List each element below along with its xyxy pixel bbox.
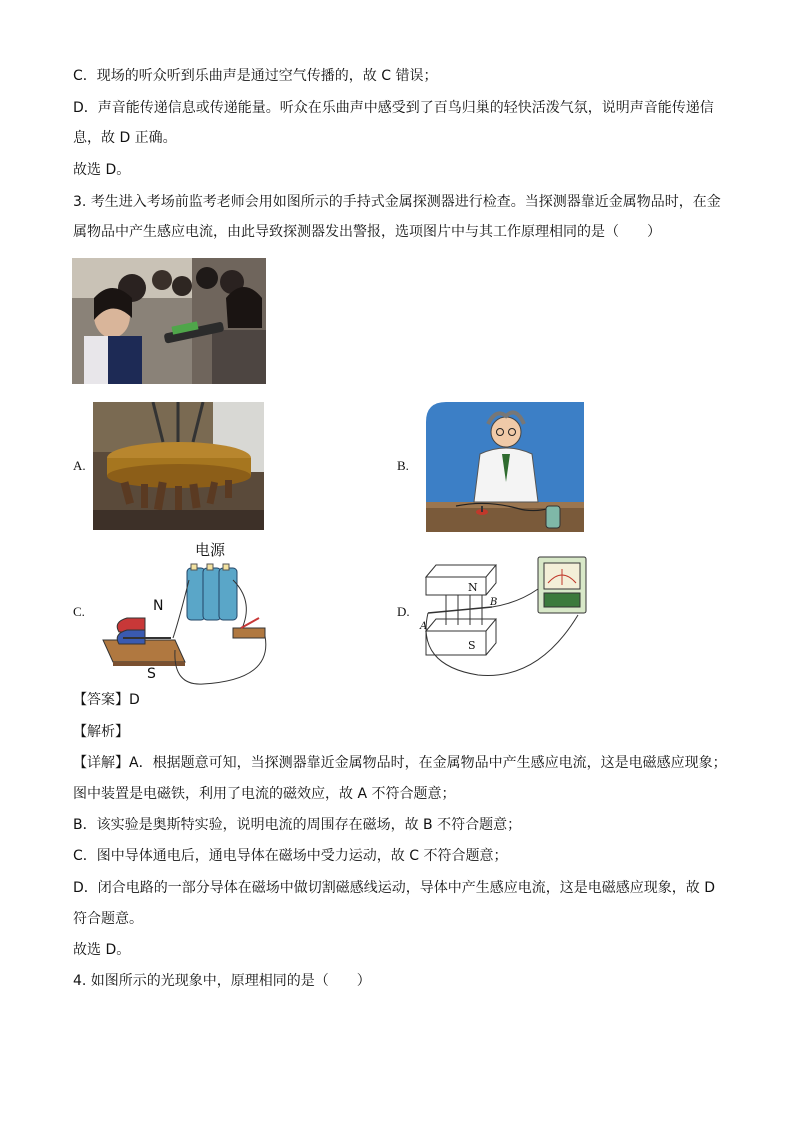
option-d-explanation-line1: D．声音能传递信息或传递能量。听众在乐曲声中感受到了百鸟归巢的轻快活泼气氛，说明声音能传递信 (73, 100, 714, 116)
detail-option-d-line1: D．闭合电路的一部分导体在磁场中做切割磁感线运动，导体中产生感应电流，这是电磁感应现象，故 D (73, 880, 716, 896)
option-c-motor-principle-illustration (93, 540, 273, 688)
d-pole-n-label: N (468, 581, 478, 594)
question-3-line1: 3. 考生进入考场前监考老师会用如图所示的手持式金属探测器进行检查。当探测器靠近金属物品时，在金 (73, 194, 721, 210)
d-label-b: B (490, 597, 498, 608)
d-label-a: A (420, 621, 428, 632)
final-choice: 故选 D。 (73, 942, 131, 958)
galvanometer (538, 557, 586, 613)
option-d-explanation-line2: 息，故 D 正确。 (73, 130, 177, 146)
detail-option-b: B．该实验是奥斯特实验，说明电流的周围存在磁场，故 B 不符合题意； (73, 817, 522, 833)
pole-n-label: N (153, 598, 164, 614)
pole-s-label: S (147, 666, 156, 682)
d-pole-s-label: S (468, 639, 476, 652)
detail-option-c: C．图中导体通电后，通电导体在磁场中受力运动，故 C 不符合题意； (73, 848, 508, 864)
detail-line1: 【详解】A．根据题意可知，当探测器靠近金属物品时，在金属物品中产生感应电流，这是电磁感应现象； (73, 755, 727, 771)
power-source-label: 电源 (194, 541, 226, 559)
option-b-label: B. (397, 458, 409, 473)
option-c-label: C. (73, 604, 85, 619)
question-3-line2: 属物品中产生感应电流，由此导致探测器发出警报，选项图片中与其工作原理相同的是（ ） (73, 224, 661, 240)
detail-option-d-line2: 符合题意。 (73, 911, 143, 927)
option-a-electromagnet-crane-photo (93, 402, 264, 530)
previous-choice: 故选 D。 (73, 162, 131, 178)
metal-detector-photo (72, 258, 266, 384)
option-b-oersted-experiment-illustration (426, 402, 584, 532)
option-a-label: A. (73, 458, 86, 473)
battery-pack (187, 564, 237, 620)
option-d-electromagnetic-induction-diagram (418, 555, 590, 681)
option-d-label: D. (397, 604, 410, 619)
answer: 【答案】D (73, 692, 140, 708)
option-c-explanation: C．现场的听众听到乐曲声是通过空气传播的，故 C 错误； (73, 68, 438, 84)
analysis-heading: 【解析】 (73, 724, 129, 740)
detail-line2: 图中装置是电磁铁，利用了电流的磁效应，故 A 不符合题意； (73, 786, 456, 802)
question-4: 4. 如图所示的光现象中，原理相同的是（ ） (73, 973, 371, 989)
